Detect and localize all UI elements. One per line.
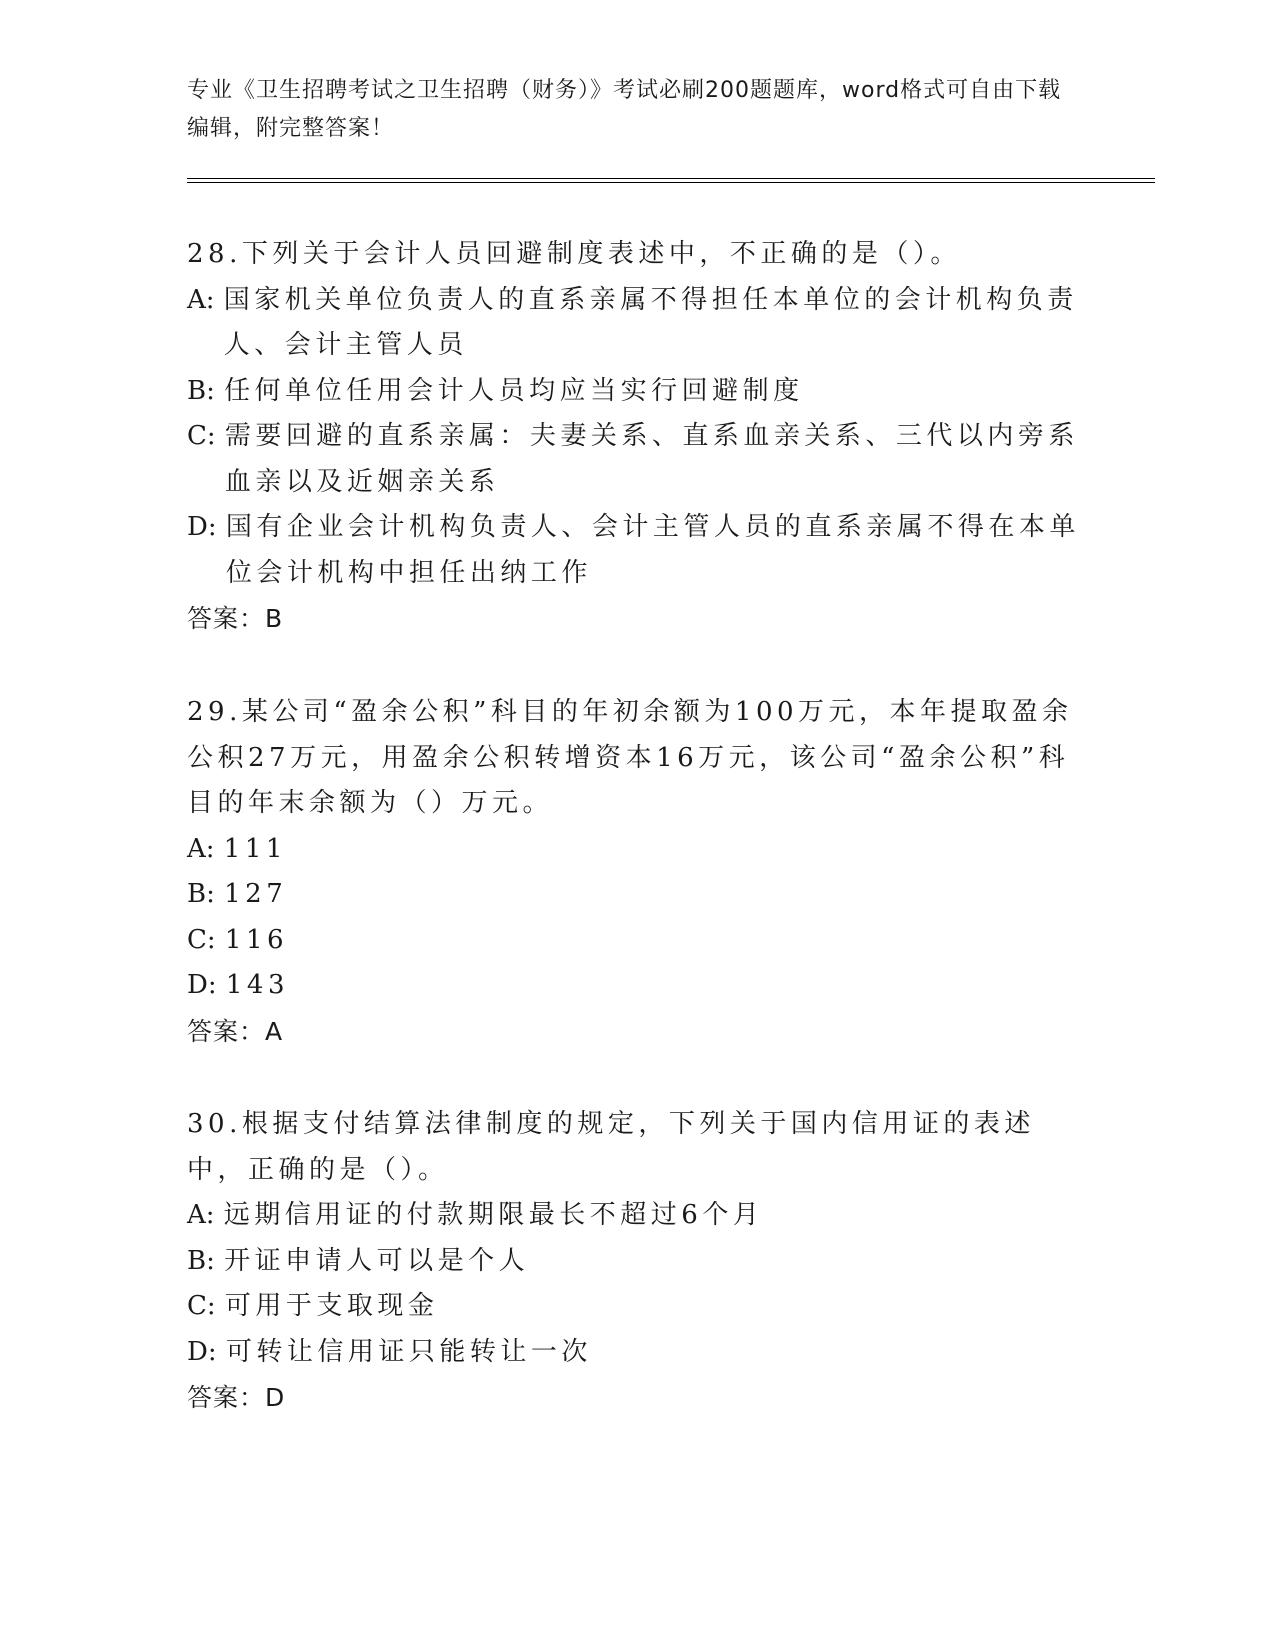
option-b: B : 任何单位任用会计人员均应当实行回避制度 bbox=[187, 369, 1087, 415]
option-c: C : 需要回避的直系亲属：夫妻关系、直系血亲关系、三代以内旁系血亲以及近姻亲关系 bbox=[187, 414, 1087, 505]
option-b: B : 127 bbox=[187, 872, 1087, 918]
option-key: A bbox=[187, 833, 206, 864]
header-divider bbox=[187, 178, 1155, 183]
option-text: 可用于支取现金 bbox=[224, 1291, 439, 1321]
option-text: 远期信用证的付款期限最长不超过6个月 bbox=[223, 1200, 764, 1230]
option-text: 开证申请人可以是个人 bbox=[224, 1245, 530, 1276]
question-30 bbox=[187, 1102, 1087, 1421]
option-d: D : 143 bbox=[187, 963, 1087, 1009]
answer-label: 答案：B bbox=[187, 604, 284, 633]
option-key: D bbox=[187, 512, 208, 542]
document-header-text: 专业《卫生招聘考试之卫生招聘（财务）》考试必刷200题题库，word格式可自由下载编辑，附完整答案！ bbox=[187, 78, 1062, 141]
option-d: D : 可转让信用证只能转让一次 bbox=[187, 1330, 1087, 1376]
option-key: A bbox=[187, 1200, 206, 1230]
option-text: 任何单位任用会计人员均应当实行回避制度 bbox=[224, 375, 804, 406]
option-a: A : 远期信用证的付款期限最长不超过6个月 bbox=[187, 1193, 1087, 1239]
option-key: C bbox=[187, 421, 207, 451]
answer-label: 答案：A bbox=[187, 1016, 284, 1046]
option-text: 需要回避的直系亲属：夫妻关系、直系血亲关系、三代以内旁系血亲以及近姻亲关系 bbox=[224, 421, 1079, 497]
option-key: C bbox=[187, 1291, 207, 1321]
option-key: B bbox=[187, 879, 207, 909]
option-c: C : 116 bbox=[187, 918, 1087, 964]
option-key: B bbox=[187, 1245, 207, 1276]
option-text: 127 bbox=[224, 879, 288, 909]
question-stem: 28.下列关于会计人员回避制度表述中，不正确的是（）。 bbox=[187, 239, 961, 269]
question-29 bbox=[187, 690, 1087, 1054]
option-a: A : 国家机关单位负责人的直系亲属不得担任本单位的会计机构负责人、会计主管人员 bbox=[187, 278, 1087, 369]
option-a: A : 111 bbox=[187, 827, 1087, 873]
option-key: D bbox=[187, 970, 208, 1000]
question-28 bbox=[187, 232, 1087, 642]
option-text: 国家机关单位负责人的直系亲属不得担任本单位的会计机构负责人、会计主管人员 bbox=[223, 284, 1078, 360]
option-text: 116 bbox=[224, 924, 289, 955]
answer-label: 答案：D bbox=[187, 1383, 286, 1412]
option-text: 国有企业会计机构负责人、会计主管人员的直系亲属不得在本单位会计机构中担任出纳工作 bbox=[225, 512, 1080, 588]
option-text: 111 bbox=[223, 833, 287, 864]
option-key: A bbox=[187, 284, 206, 315]
option-text: 可转让信用证只能转让一次 bbox=[225, 1336, 592, 1367]
option-key: D bbox=[187, 1336, 208, 1367]
option-d: D : 国有企业会计机构负责人、会计主管人员的直系亲属不得在本单位会计机构中担任出纳工作 bbox=[187, 505, 1087, 596]
option-c: C : 可用于支取现金 bbox=[187, 1284, 1087, 1330]
option-key: C bbox=[187, 924, 207, 955]
option-text: 143 bbox=[225, 970, 289, 1000]
option-b: B : 开证申请人可以是个人 bbox=[187, 1239, 1087, 1285]
question-stem: 29.某公司“盈余公积”科目的年初余额为100万元，本年提取盈余公积27万元，用盈余公积转增资本16万元，该公司“盈余公积”科目的年末余额为（）万元。 bbox=[187, 697, 1073, 818]
option-key: B bbox=[187, 375, 207, 406]
question-stem: 30.根据支付结算法律制度的规定，下列关于国内信用证的表述中，正确的是（）。 bbox=[187, 1109, 1035, 1185]
